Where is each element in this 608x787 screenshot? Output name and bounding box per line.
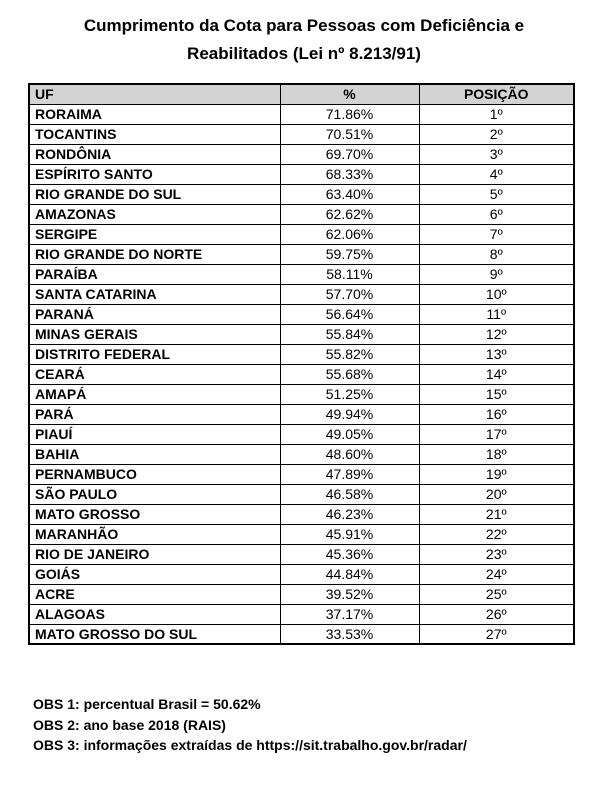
percent-cell: 71.86% (280, 104, 419, 124)
position-cell: 17º (419, 424, 574, 444)
uf-cell: SÃO PAULO (29, 484, 280, 504)
percent-cell: 62.62% (280, 204, 419, 224)
table-row (29, 224, 574, 244)
position-cell: 22º (419, 524, 574, 544)
table-row (29, 624, 574, 644)
note-obs2: OBS 2: ano base 2018 (RAIS) (33, 716, 226, 733)
table-row (29, 564, 574, 584)
table-row (29, 304, 574, 324)
table-body (29, 104, 574, 644)
table-row (29, 464, 574, 484)
uf-cell: RORAIMA (29, 104, 280, 124)
table-row (29, 344, 574, 364)
percent-cell: 37.17% (280, 604, 419, 624)
percent-cell: 70.51% (280, 124, 419, 144)
page-title-line1: Cumprimento da Cota para Pessoas com Deficiência e (83, 16, 525, 35)
position-cell: 13º (419, 344, 574, 364)
table-row (29, 104, 574, 124)
uf-cell: TOCANTINS (29, 124, 280, 144)
percent-cell: 51.25% (280, 384, 419, 404)
uf-cell: MINAS GERAIS (29, 324, 280, 344)
percent-cell: 68.33% (280, 164, 419, 184)
uf-cell: AMAPÁ (29, 384, 280, 404)
note-obs3: OBS 3: informações extraídas de https://sit.trabalho.gov.br/radar/ (33, 737, 467, 753)
header-row (29, 84, 574, 104)
position-cell: 3º (419, 144, 574, 164)
percent-cell: 39.52% (280, 584, 419, 604)
quota-table (28, 83, 575, 645)
uf-cell: SERGIPE (29, 224, 280, 244)
percent-cell: 47.89% (280, 464, 419, 484)
uf-cell: PARAÍBA (29, 264, 280, 284)
uf-cell: PARÁ (29, 404, 280, 424)
position-cell: 4º (419, 164, 574, 184)
uf-cell: MARANHÃO (29, 524, 280, 544)
position-cell: 25º (419, 584, 574, 604)
position-cell: 12º (419, 324, 574, 344)
table-row (29, 324, 574, 344)
position-cell: 21º (419, 504, 574, 524)
position-cell: 9º (419, 264, 574, 284)
percent-cell: 48.60% (280, 444, 419, 464)
position-cell: 26º (419, 604, 574, 624)
position-cell: 6º (419, 204, 574, 224)
position-cell: 8º (419, 244, 574, 264)
table-row (29, 164, 574, 184)
percent-cell: 59.75% (280, 244, 419, 264)
percent-cell: 55.82% (280, 344, 419, 364)
notes-block (33, 694, 467, 756)
position-cell: 10º (419, 284, 574, 304)
position-cell: 1º (419, 104, 574, 124)
position-cell: 2º (419, 124, 574, 144)
percent-cell: 49.94% (280, 404, 419, 424)
position-cell: 24º (419, 564, 574, 584)
table-row (29, 144, 574, 164)
header-position: POSIÇÃO (419, 84, 574, 104)
percent-cell: 56.64% (280, 304, 419, 324)
table-row (29, 384, 574, 404)
table-row (29, 204, 574, 224)
uf-cell: RONDÔNIA (29, 144, 280, 164)
table-row (29, 484, 574, 504)
percent-cell: 69.70% (280, 144, 419, 164)
table-row (29, 444, 574, 464)
table-row (29, 584, 574, 604)
percent-cell: 63.40% (280, 184, 419, 204)
uf-cell: AMAZONAS (29, 204, 280, 224)
uf-cell: DISTRITO FEDERAL (29, 344, 280, 364)
uf-cell: PARANÁ (29, 304, 280, 324)
uf-cell: ACRE (29, 584, 280, 604)
table-row (29, 404, 574, 424)
position-cell: 18º (419, 444, 574, 464)
percent-cell: 55.68% (280, 364, 419, 384)
uf-cell: RIO DE JANEIRO (29, 544, 280, 564)
uf-cell: RIO GRANDE DO NORTE (29, 244, 280, 264)
percent-cell: 45.36% (280, 544, 419, 564)
uf-cell: ALAGOAS (29, 604, 280, 624)
header-uf: UF (29, 84, 280, 104)
percent-cell: 45.91% (280, 524, 419, 544)
uf-cell: GOIÁS (29, 564, 280, 584)
page-title-line2: Reabilitados (Lei nº 8.213/91) (187, 44, 421, 63)
table-row (29, 124, 574, 144)
table-row (29, 364, 574, 384)
uf-cell: MATO GROSSO DO SUL (29, 624, 280, 644)
table-row (29, 504, 574, 524)
position-cell: 7º (419, 224, 574, 244)
uf-cell: PIAUÍ (29, 424, 280, 444)
uf-cell: MATO GROSSO (29, 504, 280, 524)
table-header (29, 84, 574, 104)
uf-cell: RIO GRANDE DO SUL (29, 184, 280, 204)
position-cell: 20º (419, 484, 574, 504)
position-cell: 11º (419, 304, 574, 324)
page-title (0, 12, 608, 68)
table-row (29, 544, 574, 564)
percent-cell: 49.05% (280, 424, 419, 444)
percent-cell: 46.23% (280, 504, 419, 524)
percent-cell: 58.11% (280, 264, 419, 284)
uf-cell: SANTA CATARINA (29, 284, 280, 304)
position-cell: 15º (419, 384, 574, 404)
uf-cell: CEARÁ (29, 364, 280, 384)
note-obs1: OBS 1: percentual Brasil = 50.62% (33, 696, 261, 712)
table-row (29, 604, 574, 624)
percent-cell: 57.70% (280, 284, 419, 304)
table-row (29, 184, 574, 204)
table-row (29, 284, 574, 304)
header-percent: % (280, 84, 419, 104)
table-row (29, 424, 574, 444)
position-cell: 27º (419, 624, 574, 644)
uf-cell: BAHIA (29, 444, 280, 464)
percent-cell: 62.06% (280, 224, 419, 244)
percent-cell: 44.84% (280, 564, 419, 584)
position-cell: 16º (419, 404, 574, 424)
position-cell: 19º (419, 464, 574, 484)
position-cell: 5º (419, 184, 574, 204)
position-cell: 23º (419, 544, 574, 564)
position-cell: 14º (419, 364, 574, 384)
table-row (29, 244, 574, 264)
table-row (29, 264, 574, 284)
percent-cell: 46.58% (280, 484, 419, 504)
uf-cell: PERNAMBUCO (29, 464, 280, 484)
percent-cell: 33.53% (280, 624, 419, 644)
uf-cell: ESPÍRITO SANTO (29, 164, 280, 184)
table-row (29, 524, 574, 544)
percent-cell: 55.84% (280, 324, 419, 344)
